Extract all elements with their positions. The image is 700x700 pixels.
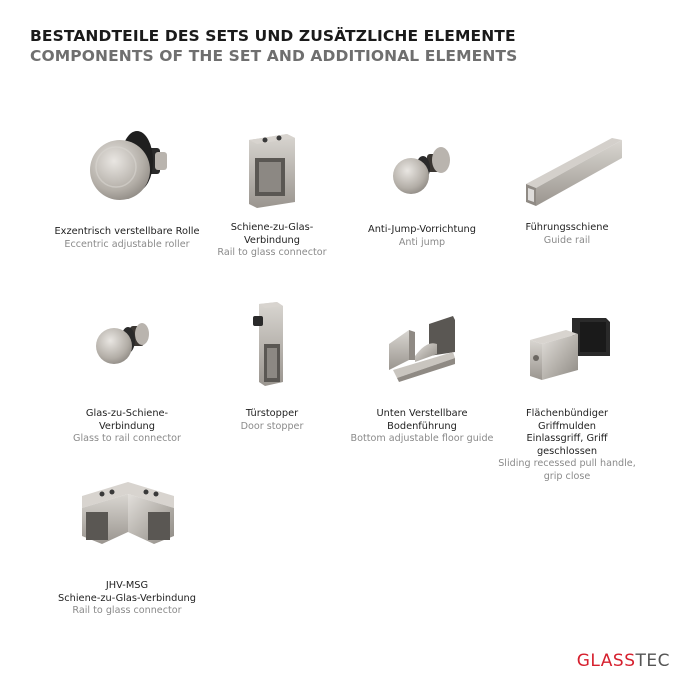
- caption-de: Anti-Jump-Vorrichtung: [368, 224, 476, 235]
- brand-logo: GLASSTEC: [576, 651, 670, 671]
- component-rail-to-glass-connector: [187, 118, 357, 260]
- caption-en: Rail to glass connector: [217, 247, 327, 258]
- caption-de: Türstopper: [245, 408, 299, 419]
- caption-en: Eccentric adjustable roller: [64, 238, 190, 250]
- door-stopper-icon: [187, 300, 357, 400]
- component-corner-rail-connector: [42, 472, 212, 618]
- caption-de: JHV-MSG Schiene-zu-Glas-Verbindung: [58, 580, 196, 604]
- component-door-stopper: [187, 300, 357, 433]
- title-german: BESTANDTEILE DES SETS UND ZUSÄTZLICHE ELEMENTE: [30, 27, 516, 45]
- caption-en: Glass to rail connector: [73, 433, 181, 444]
- component-guide-rail: [482, 118, 652, 247]
- caption-en: Anti jump: [398, 236, 446, 248]
- caption-en: Door stopper: [240, 420, 304, 432]
- pull-handle-icon: [482, 300, 652, 400]
- title-english: COMPONENTS OF THE SET AND ADDITIONAL ELEMENTS: [30, 47, 518, 65]
- caption-en: Guide rail: [543, 234, 591, 246]
- caption-de: Exzentrisch verstellbare Rolle: [54, 226, 200, 237]
- caption-de: Unten Verstellbare Bodenführung: [376, 408, 468, 432]
- caption-en: Rail to glass connector: [72, 605, 182, 616]
- guide-rail-icon: [482, 118, 652, 218]
- caption-en: Sliding recessed pull handle, grip close: [498, 458, 636, 482]
- caption-de: Führungsschiene: [525, 222, 609, 233]
- rail-connector-icon: [187, 118, 357, 218]
- component-recessed-pull-handle: [482, 300, 652, 483]
- caption-de: Flächenbündiger Griffmulden Einlassgriff, Griff geschlossen: [525, 408, 609, 457]
- caption-en: Bottom adjustable floor guide: [350, 433, 494, 444]
- caption-de: Glas-zu-Schiene- Verbindung: [85, 408, 169, 432]
- caption-de: Schiene-zu-Glas- Verbindung: [230, 222, 314, 246]
- corner-connector-icon: [42, 472, 212, 572]
